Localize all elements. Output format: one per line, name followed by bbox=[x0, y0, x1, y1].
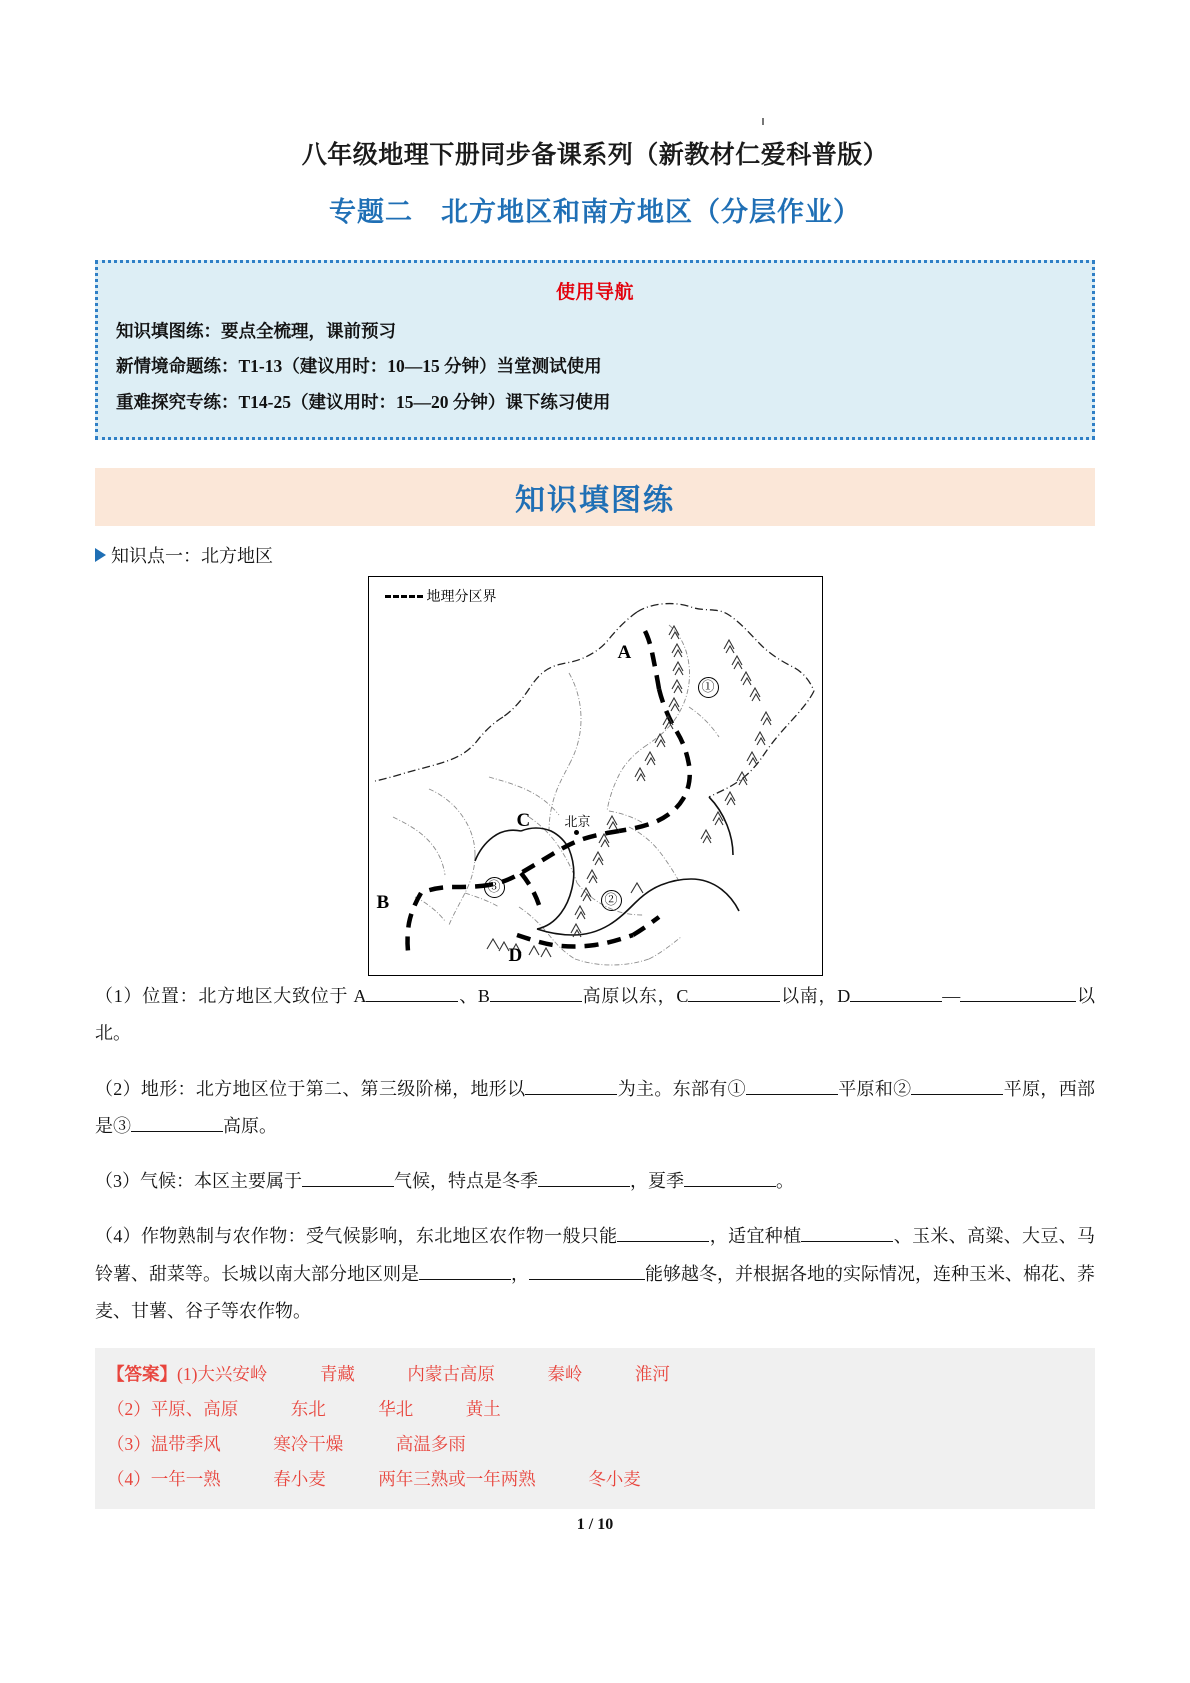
dashed-line-icon bbox=[385, 595, 423, 598]
question-4-prefix: （4）作物熟制与农作物：受气候影响，东北地区农作物一般只能 bbox=[95, 1226, 618, 1247]
answer-blank[interactable] bbox=[801, 1241, 893, 1242]
question-4-part-1: ，适宜种植 bbox=[709, 1226, 802, 1247]
usage-navigation-box bbox=[95, 260, 1095, 441]
answer-text-1: (1)大兴安岭 青藏 内蒙古高原 秦岭 淮河 bbox=[177, 1364, 670, 1385]
question-2-part-2: 平原和② bbox=[837, 1078, 912, 1099]
knowledge-point-label: 知识点一：北方地区 bbox=[111, 546, 273, 567]
answer-line-4: （4）一年一熟 春小麦 两年三熟或一年两熟 冬小麦 bbox=[107, 1469, 641, 1490]
answer-block bbox=[95, 1348, 1095, 1509]
answer-blank[interactable] bbox=[911, 1094, 1003, 1095]
question-2-part-3: 平原，西部是③ bbox=[95, 1078, 1096, 1136]
usage-navigation-title: 使用导航 bbox=[555, 281, 634, 303]
question-1-part-4: — bbox=[942, 986, 961, 1007]
question-3 bbox=[95, 1163, 1095, 1200]
beijing-city-dot-icon bbox=[574, 830, 579, 835]
usage-navigation-line-2: 新情境命题练：T1-13（建议用时：10—15 分钟）当堂测试使用 bbox=[116, 356, 602, 377]
question-3-prefix: （3）气候：本区主要属于 bbox=[95, 1171, 302, 1192]
map-circled-number-1: ① bbox=[698, 677, 719, 698]
map-label-beijing: 北京 bbox=[564, 814, 591, 830]
map-circled-number-2: ② bbox=[601, 890, 622, 911]
triangle-bullet-icon bbox=[95, 548, 106, 562]
answer-blank[interactable] bbox=[366, 1001, 458, 1002]
question-3-part-3: 。 bbox=[776, 1171, 794, 1192]
usage-navigation-line-1: 知识填图练：要点全梳理，课前预习 bbox=[116, 320, 396, 341]
question-3-part-1: 气候，特点是冬季 bbox=[394, 1171, 538, 1192]
answer-line-2: （2）平原、高原 东北 华北 黄土 bbox=[107, 1399, 501, 1420]
answer-blank[interactable] bbox=[131, 1131, 223, 1132]
question-2 bbox=[95, 1071, 1095, 1146]
question-2-part-1: 为主。东部有① bbox=[617, 1078, 746, 1099]
question-1-part-5: 以北。 bbox=[95, 986, 1096, 1044]
map-figure-wrapper bbox=[95, 576, 1095, 976]
page-footer: 1 / 10 bbox=[576, 1516, 614, 1533]
question-3-part-2: ，夏季 bbox=[630, 1171, 684, 1192]
answer-blank[interactable] bbox=[684, 1186, 776, 1187]
map-circled-number-3: ③ bbox=[484, 877, 505, 898]
question-1-part-3: 以南，D bbox=[780, 986, 851, 1007]
answer-blank[interactable] bbox=[525, 1094, 617, 1095]
page-subtitle: 专题二 北方地区和南方地区（分层作业） bbox=[329, 196, 861, 227]
map-drawing bbox=[369, 577, 823, 976]
map-figure bbox=[368, 576, 823, 976]
map-label-a: A bbox=[617, 642, 632, 664]
answer-blank[interactable] bbox=[688, 1001, 780, 1002]
answer-blank[interactable] bbox=[529, 1279, 645, 1280]
section-banner bbox=[95, 468, 1095, 526]
question-4-part-4: 能够越冬，并根据各地的实际情况，连种玉米、棉花、荞麦、甘薯、谷子等农作物。 bbox=[95, 1263, 1095, 1321]
page-title: 八年级地理下册同步备课系列（新教材仁爱科普版） bbox=[301, 142, 889, 169]
answer-blank[interactable] bbox=[960, 1001, 1076, 1002]
map-legend bbox=[383, 585, 499, 607]
answer-line-3: （3）温带季风 寒冷干燥 高温多雨 bbox=[107, 1434, 466, 1455]
stray-mark bbox=[762, 118, 764, 125]
question-2-part-4: 高原。 bbox=[223, 1115, 277, 1136]
question-4 bbox=[95, 1218, 1095, 1330]
question-4-part-3: ， bbox=[511, 1263, 529, 1284]
question-1-part-2: 高原以东，C bbox=[581, 986, 689, 1007]
question-2-prefix: （2）地形：北方地区位于第二、第三级阶梯，地形以 bbox=[95, 1078, 526, 1099]
answer-label: 【答案】 bbox=[107, 1364, 177, 1385]
map-label-b: B bbox=[376, 892, 390, 914]
question-1 bbox=[95, 978, 1095, 1053]
answer-blank[interactable] bbox=[302, 1186, 394, 1187]
question-1-prefix: （1）位置：北方地区大致位于 A bbox=[95, 986, 367, 1007]
question-1-part-1: 、B bbox=[458, 986, 490, 1007]
answer-blank[interactable] bbox=[419, 1279, 511, 1280]
answer-blank[interactable] bbox=[617, 1241, 709, 1242]
map-legend-label: 地理分区界 bbox=[426, 590, 497, 606]
answer-blank[interactable] bbox=[850, 1001, 942, 1002]
map-label-c: C bbox=[516, 810, 531, 832]
knowledge-point-heading bbox=[95, 542, 1095, 568]
usage-navigation-line-3: 重难探究专练：T14-25（建议用时：15—20 分钟）课下练习使用 bbox=[116, 392, 611, 413]
answer-blank[interactable] bbox=[538, 1186, 630, 1187]
question-4-part-2: 、玉米、高粱、大豆、马铃薯、甜菜等。长城以南大部分地区则是 bbox=[95, 1226, 1096, 1284]
map-label-d: D bbox=[508, 945, 523, 967]
answer-line-1 bbox=[107, 1357, 1083, 1392]
answer-blank[interactable] bbox=[746, 1094, 838, 1095]
answer-blank[interactable] bbox=[490, 1001, 582, 1002]
section-banner-label: 知识填图练 bbox=[515, 484, 675, 518]
